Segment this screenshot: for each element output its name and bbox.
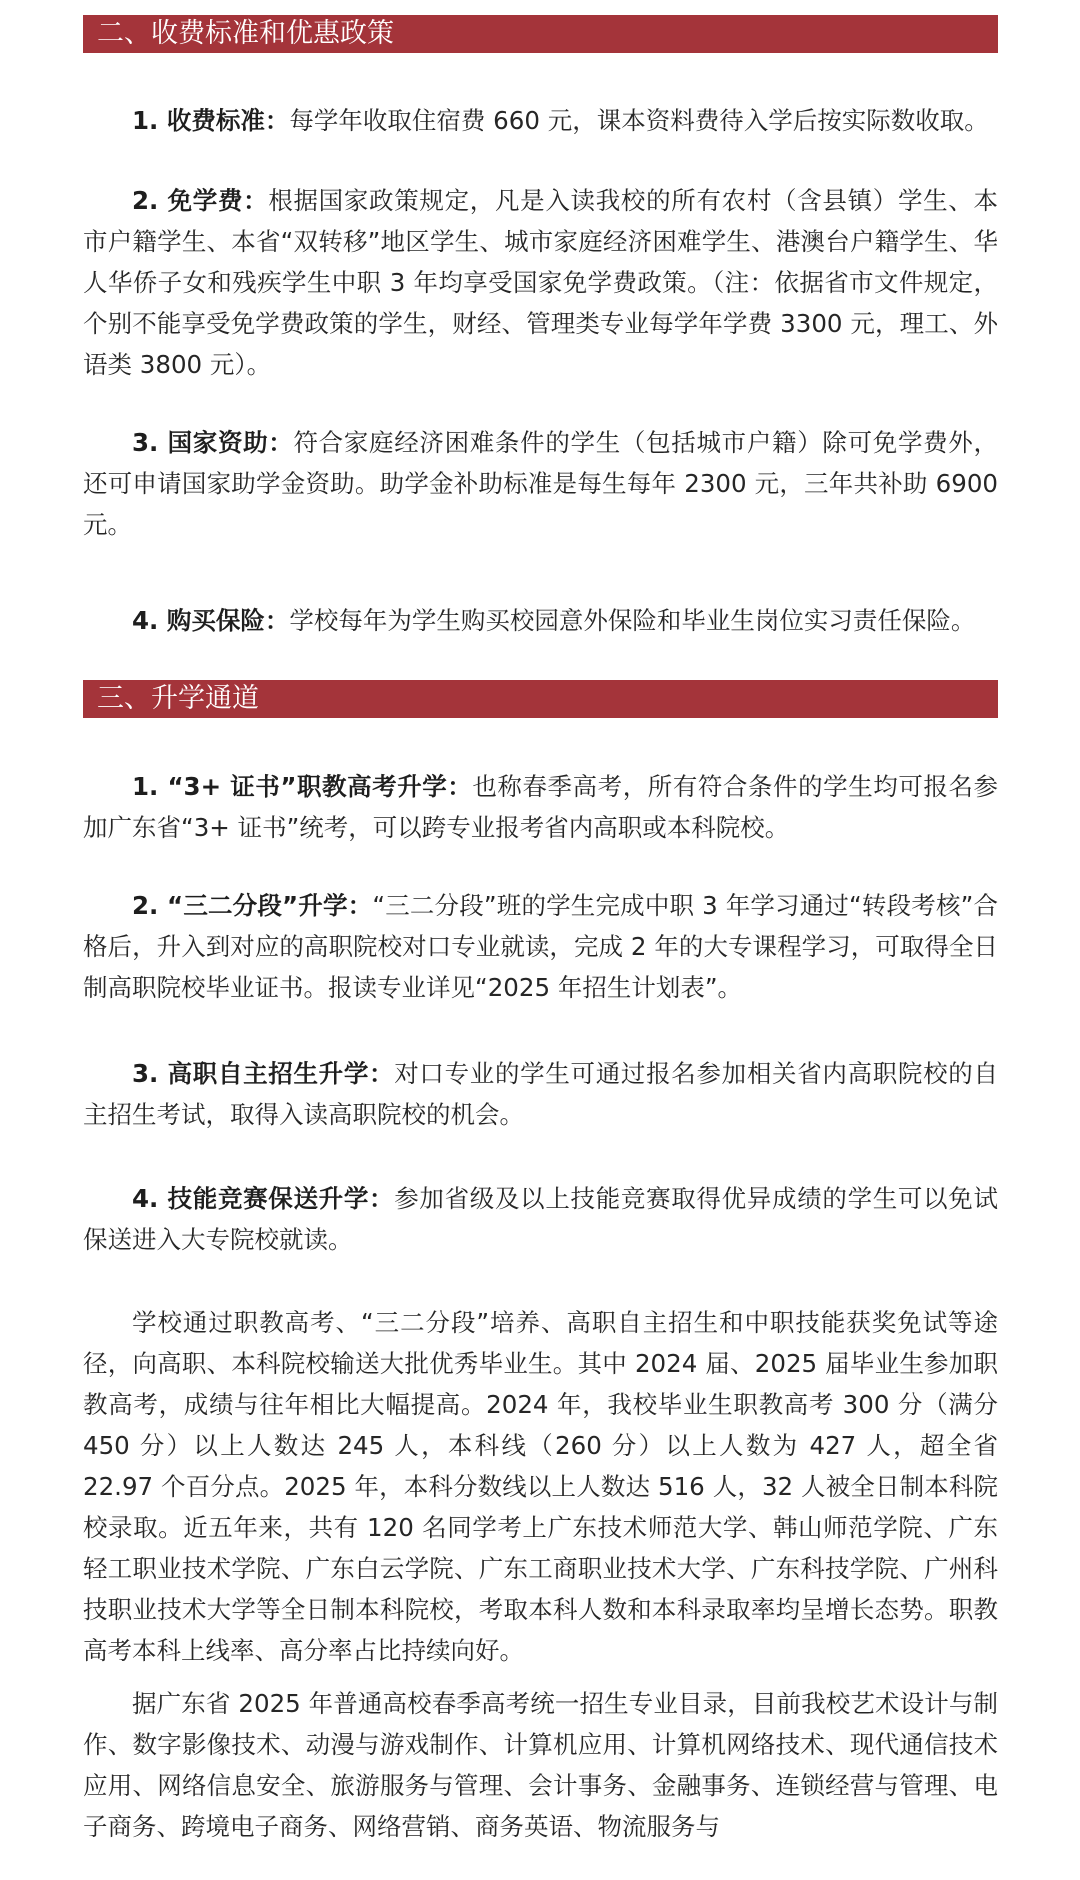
tuition-waiver-text: 根据国家政策规定，凡是入读我校的所有农村（含县镇）学生、本市户籍学生、本省“双转移”地区学生、城市家庭经济困难学生、港澳台户籍学生、华人华侨子女和残疾学生中职 3 年均享受国家免学费政策。（注：依据省市文件规定，个别不能享受免学费政策的学生，财经、管理类专业每学年学费 3300 元，理工、外语类 3800 元）。 xyxy=(83,186,998,379)
independent-enrollment-text: 对口专业的学生可通过报名参加相关省内高职院校的自主招生考试，取得入读高职院校的机会。 xyxy=(83,1059,998,1129)
section-header-pathways: 三、升学通道 xyxy=(83,680,998,718)
vocational-exam-paragraph xyxy=(83,766,998,848)
insurance-title: 4. 购买保险： xyxy=(132,606,290,635)
page-bottom-edge xyxy=(0,1872,1080,1880)
tuition-waiver-paragraph xyxy=(83,180,998,385)
section-header-fees: 二、收费标准和优惠政策 xyxy=(83,15,998,53)
skills-contest-paragraph xyxy=(83,1178,998,1260)
state-aid-title: 3. 国家资助： xyxy=(132,428,294,457)
skills-contest-title: 4. 技能竞赛保送升学： xyxy=(132,1184,395,1213)
vocational-exam-title: 1. “3+ 证书”职教高考升学： xyxy=(132,772,473,801)
insurance-text: 学校每年为学生购买校园意外保险和毕业生岗位实习责任保险。 xyxy=(289,606,976,635)
fee-standard-paragraph xyxy=(83,100,998,141)
fee-standard-text: 每学年收取住宿费 660 元，课本资料费待入学后按实际数收取。 xyxy=(289,106,989,135)
three-two-title: 2. “三二分段”升学： xyxy=(132,891,373,920)
skills-contest-text: 参加省级及以上技能竞赛取得优异成绩的学生可以免试保送进入大专院校就读。 xyxy=(83,1184,998,1254)
three-two-paragraph xyxy=(83,885,998,1008)
state-aid-paragraph xyxy=(83,422,998,545)
insurance-paragraph xyxy=(83,600,998,641)
independent-enrollment-paragraph xyxy=(83,1053,998,1135)
state-aid-text: 符合家庭经济困难条件的学生（包括城市户籍）除可免学费外，还可申请国家助学金资助。助学金补助标准是每生每年 2300 元，三年共补助 6900 元。 xyxy=(83,428,998,539)
fee-standard-title: 1. 收费标准： xyxy=(132,106,290,135)
independent-enrollment-title: 3. 高职自主招生升学： xyxy=(132,1059,395,1088)
tuition-waiver-title: 2. 免学费： xyxy=(132,186,269,215)
results-summary-paragraph: 学校通过职教高考、“三二分段”培养、高职自主招生和中职技能获奖免试等途径，向高职、本科院校输送大批优秀毕业生。其中 2024 届、2025 届毕业生参加职教高考，成绩与往年相比大幅提高。2024 年，我校毕业生职教高考 300 分（满分 450 分）以上人数达 245 人，本科线（260 分）以上人数为 427 人，超全省 22.97 个百分点。2025 年，本科分数线以上人数达 516 人，32 人被全日制本科院校录取。近五年来，共有 120 名同学考上广东技术师范大学、韩山师范学院、广东轻工职业技术学院、广东白云学院、广东工商职业技术大学、广东科技学院、广州科技职业技术大学等全日制本科院校，考取本科人数和本科录取率均呈增长态势。职教高考本科上线率、高分率占比持续向好。 xyxy=(83,1308,998,1665)
catalog-paragraph: 据广东省 2025 年普通高校春季高考统一招生专业目录，目前我校艺术设计与制作、数字影像技术、动漫与游戏制作、计算机应用、计算机网络技术、现代通信技术应用、网络信息安全、旅游服务与管理、会计事务、金融事务、连锁经营与管理、电子商务、跨境电子商务、网络营销、商务英语、物流服务与 xyxy=(83,1689,998,1841)
three-two-text: “三二分段”班的学生完成中职 3 年学习通过“转段考核”合格后，升入到对应的高职院校对口专业就读，完成 2 年的大专课程学习，可取得全日制高职院校毕业证书。报读专业详见“2025 年招生计划表”。 xyxy=(83,891,998,1002)
vocational-exam-text: 也称春季高考，所有符合条件的学生均可报名参加广东省“3+ 证书”统考，可以跨专业报考省内高职或本科院校。 xyxy=(83,772,998,842)
